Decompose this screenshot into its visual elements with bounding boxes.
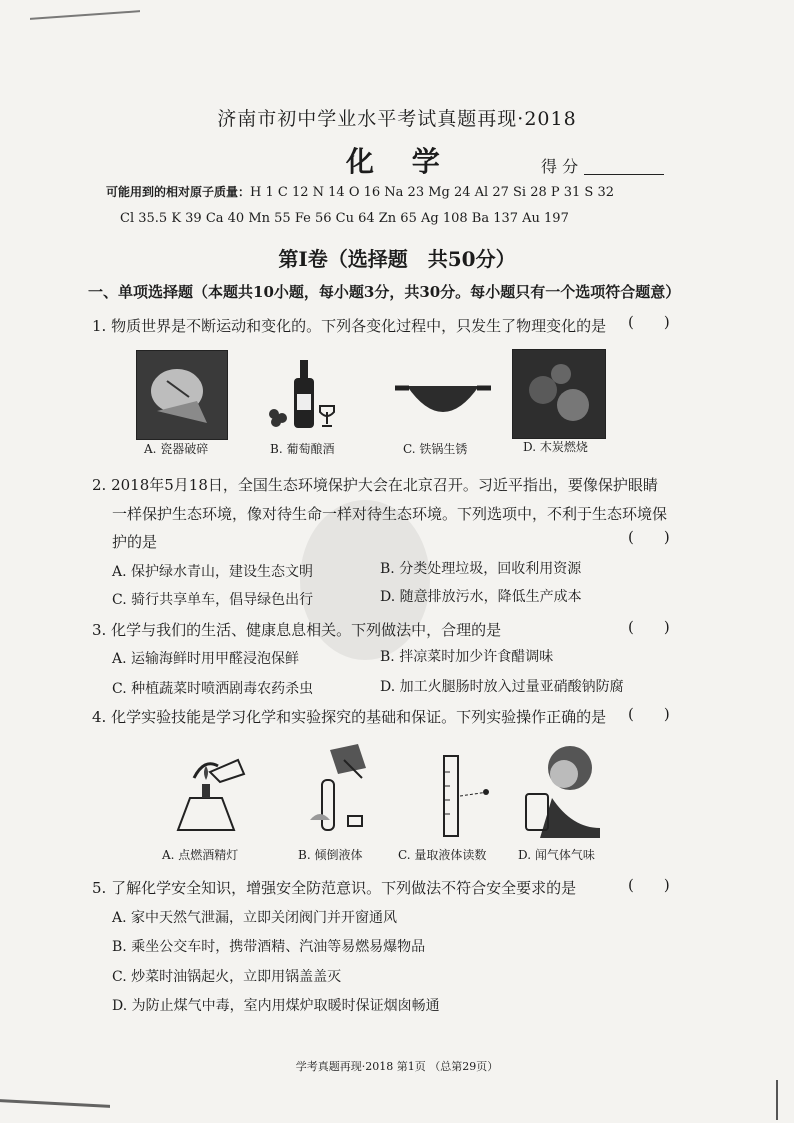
section-title: 一、单项选择题（本题共10小题，每小题3分，共30分。每小题只有一个选项符合题意）: [88, 283, 681, 301]
q5-option-c[interactable]: C. 炒菜时油锅起火，立即用锅盖盖灭: [112, 969, 342, 985]
q2-option-c[interactable]: C. 骑行共享单车，倡导绿色出行: [112, 592, 314, 608]
answer-blank-5[interactable]: ( ): [628, 876, 670, 894]
iron-wok-icon: [393, 368, 493, 430]
q3-option-a[interactable]: A. 运输海鲜时用甲醛浸泡保鲜: [112, 651, 300, 667]
scan-edge-mark: [776, 1080, 778, 1120]
page-footer: 学考真题再现·2018 第1页 （总第29页）: [295, 1060, 499, 1073]
burning-charcoal-icon: [513, 350, 605, 438]
iron-wok-image: [393, 368, 493, 430]
atomic-masses-values-1: H 1 C 12 N 14 O 16 Na 23 Mg 24 Al 27 Si 28 P 31 S 32: [250, 185, 615, 200]
q3-option-d[interactable]: D. 加工火腿肠时放入过量亚硝酸钠防腐: [380, 679, 624, 695]
q2-option-a[interactable]: A. 保护绿水青山，建设生态文明: [112, 564, 314, 580]
question-4-stem: 4. 化学实验技能是学习化学和实验探究的基础和保证。下列实验操作正确的是: [92, 708, 607, 726]
answer-blank-1[interactable]: ( ): [628, 313, 670, 331]
score-field[interactable]: [541, 154, 664, 177]
atomic-masses-line-1: [106, 183, 614, 200]
q4-option-c[interactable]: C. 量取液体读数: [398, 848, 487, 862]
alcohol-lamp-image: [160, 752, 250, 840]
q1-option-d[interactable]: D. 木炭燃烧: [523, 440, 588, 454]
exam-title: 济南市初中学业水平考试真题再现·2018: [217, 108, 577, 130]
q3-option-c[interactable]: C. 种植蔬菜时喷洒剧毒农药杀虫: [112, 681, 314, 697]
question-2-stem-line-1: 2. 2018年5月18日，全国生态环境保护大会在北京召开。习近平指出，要像保护眼睛: [92, 476, 658, 494]
question-3-stem: 3. 化学与我们的生活、健康息息相关。下列做法中，合理的是: [92, 621, 502, 639]
q1-option-a[interactable]: A. 瓷器破碎: [144, 442, 209, 456]
answer-blank-4[interactable]: ( ): [628, 705, 670, 723]
smelling-gas-icon: [512, 738, 602, 838]
q2-option-d[interactable]: D. 随意排放污水，降低生产成本: [380, 589, 582, 605]
question-2-stem-line-3: 护的是: [112, 533, 158, 551]
q4-option-d[interactable]: D. 闻气体气味: [518, 848, 595, 862]
q1-option-b[interactable]: B. 葡萄酿酒: [270, 442, 335, 456]
broken-porcelain-icon: [137, 351, 227, 439]
q1-option-c[interactable]: C. 铁锅生锈: [403, 442, 468, 456]
scan-edge-mark: [0, 1099, 110, 1118]
wine-bottle-icon: [262, 356, 342, 432]
pouring-liquid-icon: [300, 740, 380, 840]
wine-bottle-image: [262, 356, 342, 432]
answer-blank-2[interactable]: ( ): [628, 528, 670, 546]
atomic-masses-label: 可能用到的相对原子质量：: [106, 185, 251, 199]
measuring-cylinder-icon: [436, 752, 496, 840]
burning-charcoal-image: [512, 349, 606, 439]
q3-option-b[interactable]: B. 拌凉菜时加少许食醋调味: [380, 649, 554, 665]
q5-option-d[interactable]: D. 为防止煤气中毒，室内用煤炉取暖时保证烟囱畅通: [112, 998, 440, 1014]
q5-option-b[interactable]: B. 乘坐公交车时，携带酒精、汽油等易燃易爆物品: [112, 939, 426, 955]
volume-title: 第Ⅰ卷（选择题 共50分）: [278, 247, 516, 271]
broken-porcelain-image: [136, 350, 228, 440]
score-label: 得 分: [541, 157, 579, 176]
question-2-stem-line-2: 一样保护生态环境，像对待生命一样对待生态环境。下列选项中，不利于生态环境保: [112, 505, 668, 523]
q4-option-a[interactable]: A. 点燃酒精灯: [162, 848, 239, 862]
smelling-gas-image: [512, 738, 602, 838]
scan-edge-mark: [30, 0, 140, 20]
answer-blank-3[interactable]: ( ): [628, 618, 670, 636]
question-5-stem: 5. 了解化学安全知识，增强安全防范意识。下列做法不符合安全要求的是: [92, 879, 577, 897]
atomic-masses-line-2: Cl 35.5 K 39 Ca 40 Mn 55 Fe 56 Cu 64 Zn 65 Ag 108 Ba 137 Au 197: [120, 211, 569, 226]
subject-title: 化 学: [346, 145, 454, 178]
score-blank[interactable]: [584, 174, 664, 175]
q4-option-b[interactable]: B. 倾倒液体: [298, 848, 363, 862]
pouring-liquid-image: [300, 740, 380, 840]
measuring-cylinder-image: [436, 752, 496, 840]
question-1-stem: 1. 物质世界是不断运动和变化的。下列各变化过程中，只发生了物理变化的是: [92, 317, 607, 335]
alcohol-lamp-icon: [160, 752, 250, 840]
q2-option-b[interactable]: B. 分类处理垃圾，回收利用资源: [380, 561, 582, 577]
q5-option-a[interactable]: A. 家中天然气泄漏，立即关闭阀门并开窗通风: [112, 910, 398, 926]
